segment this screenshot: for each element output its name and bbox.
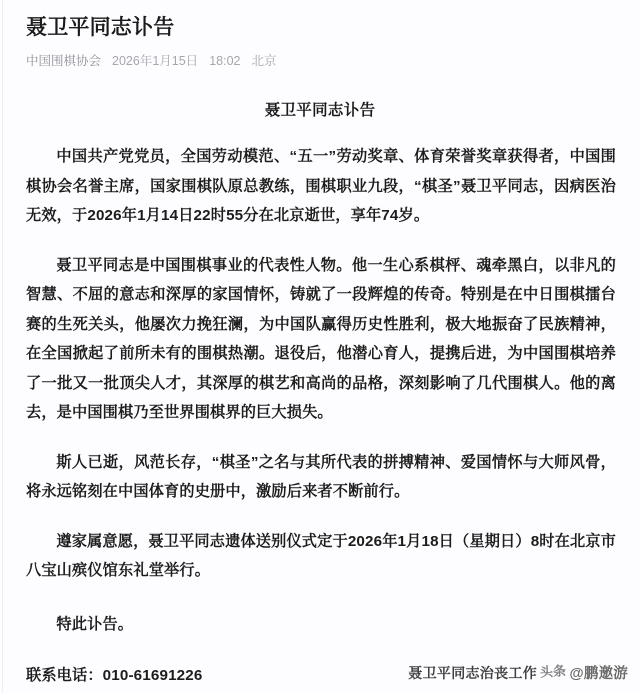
watermark-handle: @鹏邀游 xyxy=(569,666,628,682)
body-paragraph: 斯人已逝，风范长存，“棋圣”之名与其所代表的拼搏精神、爱国情怀与大师风骨，将永远铭刻在中国体育的史册中，激励后来者不断前行。 xyxy=(26,453,616,500)
body-paragraph: 聂卫平同志是中国围棋事业的代表性人物。他一生心系棋枰、魂牵黑白，以非凡的智慧、不屈的意志和深厚的家国情怀，铸就了一段辉煌的传奇。特别是在中日围棋擂台赛的生死关头，他屡次力挽狂澜，为中国队赢得历史性胜利，极大地振奋了民族精神，在全国掀起了前所未有的围棋热潮。退役后，他潜心育人，提携后进，为中国围棋培养了一批又一批顶尖人才，其深厚的棋艺和高尚的品格，深刻影响了几代围棋人。他的离去，是中国围棋乃至世界围棋界的巨大损失。 xyxy=(26,256,616,421)
page-title: 聂卫平同志讣告 xyxy=(26,16,175,39)
body-paragraph: 中国共产党党员，全国劳动模范、“五一”劳动奖章、体育荣誉奖章获得者，中国围棋协会名誉主席，国家围棋队原总教练，围棋职业九段，“棋圣”聂卫平同志，因病医治无效，于2026年1月14日22时55分在北京逝世，享年74岁。 xyxy=(26,148,616,224)
contact-phone: 联系电话：010-61691226 xyxy=(26,667,203,684)
body-paragraph: 遵家属意愿，聂卫平同志遗体送别仪式定于2026年1月18日（星期日）8时在北京市八宝山殡仪馆东礼堂举行。 xyxy=(26,532,616,579)
watermark-underlying-text: 聂卫平同志治丧工作 xyxy=(408,665,537,681)
watermark-platform-label: 头条 xyxy=(539,663,567,680)
byline-location: 北京 xyxy=(251,54,277,68)
document-heading: 聂卫平同志讣告 xyxy=(264,102,376,119)
closing-statement: 特此讣告。 xyxy=(56,615,134,633)
byline-date: 2026年1月15日 xyxy=(112,54,199,68)
byline xyxy=(0,42,640,69)
byline-source: 中国围棋协会 xyxy=(26,54,102,68)
byline-time: 18:02 xyxy=(209,54,241,68)
watermark-band xyxy=(0,651,640,687)
article-body xyxy=(0,122,640,639)
